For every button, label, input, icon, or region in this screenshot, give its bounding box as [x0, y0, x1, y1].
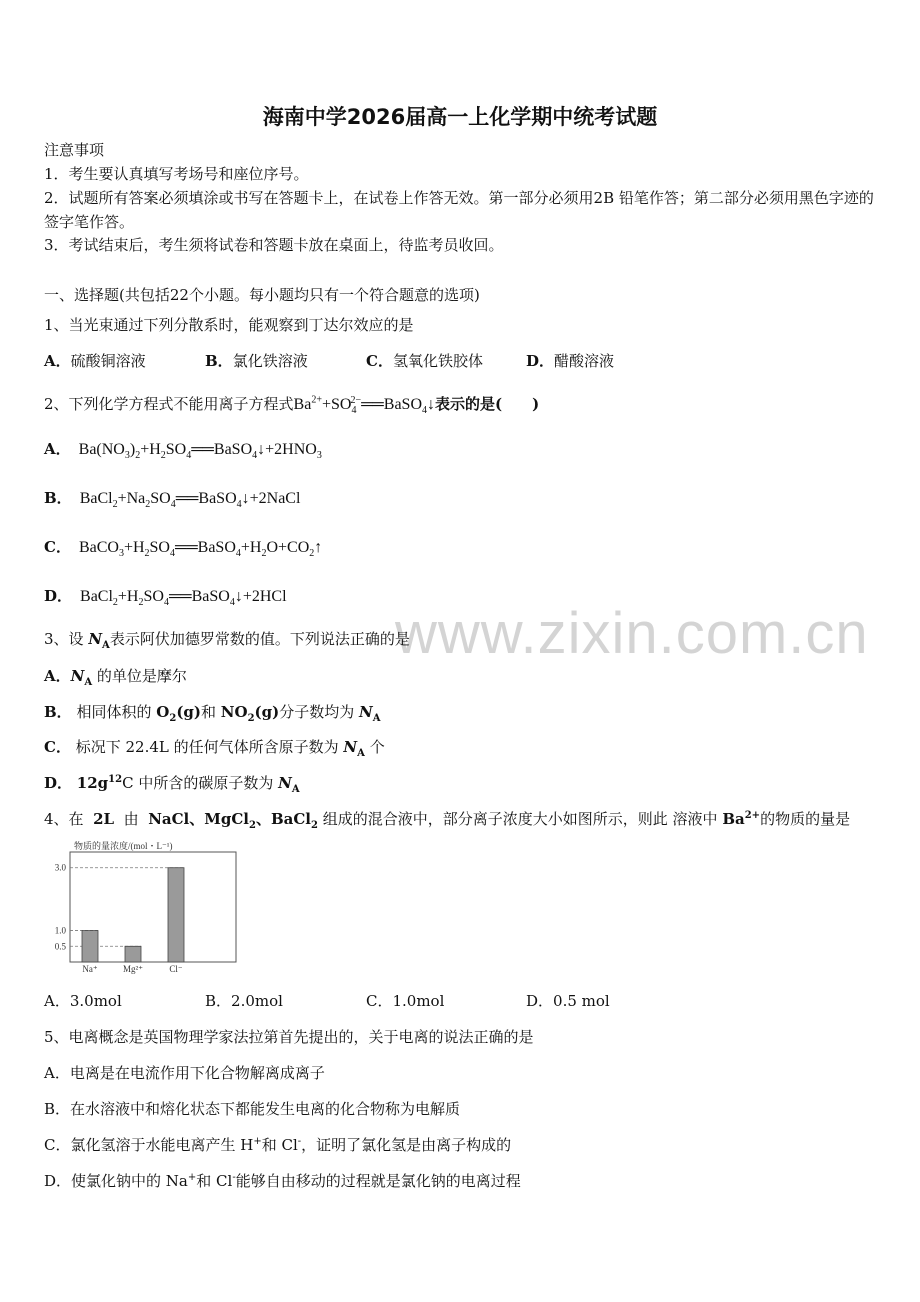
bar [168, 868, 184, 962]
q3-option-c: C． 标况下 22.4L 的任何气体所含原子数为 $N_A$ 个 [44, 738, 385, 759]
notice-item-2: 2．试题所有答案必须填涂或书写在答题卡上，在试卷上作答无效。第一部分必须用2B 铅笔作答；第二部分必须用黑色字迹的签字笔作答。 [44, 189, 874, 231]
q2-option-a: A． $Ba(NO_3)_2+H_2SO_4══BaSO_4↓+2HNO_3$ [44, 440, 322, 462]
ion-concentration-chart [44, 838, 244, 978]
x-tick-label: Na⁺ [82, 964, 98, 974]
q4-option-c: C．1.0mol [366, 992, 445, 1010]
q3-option-d: D． $12g^{12}C$ 中所含的碳原子数为 $N_A$ [44, 774, 300, 795]
notice-item-3: 3．考试结束后，考生须将试卷和答题卡放在桌面上，待监考员收回。 [44, 236, 504, 254]
q1-option-c: C．氢氧化铁胶体 [366, 352, 483, 370]
section-heading: 一、选择题(共包括22个小题。每小题均只有一个符合题意的选项) [44, 286, 480, 304]
x-tick-label: Cl⁻ [169, 964, 183, 974]
q1-option-b: B．氯化铁溶液 [205, 352, 308, 370]
bar [125, 946, 141, 962]
y-tick-label: 3.0 [54, 862, 66, 873]
q2-ionic-equation: $Ba^{2+}+SO_4^{2-}══BaSO_4↓$ [293, 394, 435, 417]
chart-title: 物质的量浓度/(mol・L⁻¹) [74, 841, 173, 851]
q2-option-d: D． $BaCl_2+H_2SO_4══BaSO_4↓+2HCl$ [44, 587, 287, 609]
q3-option-b: B． 相同体积的 $O_2(g)$和 $NO_2(g)$分子数均为 $N_A$ [44, 703, 381, 724]
q2-stem: 2、下列化学方程式不能用离子方程式$Ba^{2+}+SO_4^{2-}══BaSO_4↓$表示的是( ) [44, 394, 540, 417]
q4-option-a: A．3.0mol [44, 992, 122, 1010]
q2-option-b: B． $BaCl_2+Na_2SO_4══BaSO_4↓+2NaCl$ [44, 489, 301, 511]
page-title: 海南中学2026届高一上化学期中统考试题 [262, 105, 658, 129]
y-tick-label: 0.5 [54, 941, 66, 952]
notice-heading: 注意事项 [44, 141, 105, 159]
q3-stem: 3、设 $N_A$表示阿伏加德罗常数的值。下列说法正确的是 [44, 630, 410, 651]
q5-stem: 5、电离概念是英国物理学家法拉第首先提出的，关于电离的说法正确的是 [44, 1028, 534, 1046]
q1-option-a: A．硫酸铜溶液 [44, 352, 146, 370]
q1-stem: 1、当光束通过下列分散系时，能观察到丁达尔效应的是 [44, 316, 414, 334]
y-tick-label: 1.0 [54, 925, 66, 936]
q5-option-b: B．在水溶液中和熔化状态下都能发生电离的化合物称为电解质 [44, 1100, 461, 1118]
watermark: www.zixin.com.cn [395, 601, 869, 666]
notice-item-1: 1．考生要认真填写考场号和座位序号。 [44, 165, 309, 183]
q4-option-b: B．2.0mol [205, 992, 283, 1010]
q1-option-a-text: 硫酸铜溶液 [70, 352, 146, 370]
q5-option-c: C．氯化氢溶于水能电离产生 H+和 Cl-，证明了氯化氢是由离子构成的 [44, 1136, 512, 1154]
q3-option-a: A．$N_A$ 的单位是摩尔 [44, 667, 187, 688]
x-tick-label: Mg²⁺ [123, 964, 143, 974]
bar [82, 931, 98, 962]
q4-stem: 4、在 2L 由 NaCl、MgCl$_2$、BaCl$_2$ 组成的混合液中，部分离子浓度大小如图所示，则此 溶液中 $Ba^{2+}$的物质的量是 [44, 810, 851, 831]
q4-option-d: D．0.5 mol [526, 992, 610, 1010]
q5-option-a: A．电离是在电流作用下化合物解离成离子 [44, 1064, 325, 1082]
q1-option-d: D．醋酸溶液 [526, 352, 615, 370]
q5-option-d: D．使氯化钠中的 Na+和 Cl-能够自由移动的过程就是氯化钠的电离过程 [44, 1172, 521, 1190]
q2-option-c: C． $BaCO_3+H_2SO_4══BaSO_4+H_2O+CO_2↑$ [44, 538, 323, 560]
